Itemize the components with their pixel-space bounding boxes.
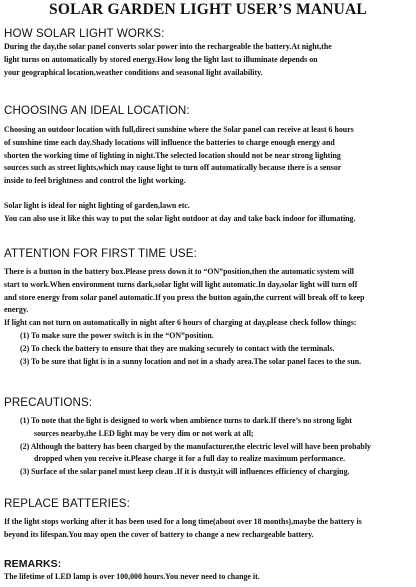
paragraph-line: start to work.When environment turns dark,solar light will light automatic.In day,solar light will turn off	[4, 279, 358, 289]
section-heading: HOW SOLAR LIGHT WORKS:	[4, 27, 165, 40]
precaution-item: (2) Although the battery has been charged by the manufacturer,the electric level will have been probably	[20, 441, 371, 451]
check-item: (2) To check the battery to ensure that they are making securely to contact with the terminals.	[20, 343, 335, 353]
precaution-item: (1) To note that the light is designed to work when ambience turns to dark.If there’s no strong light	[20, 416, 352, 425]
section-heading: CHOOSING AN IDEAL LOCATION:	[4, 104, 190, 117]
check-item: (1) To make sure the power switch is in the “ON”position.	[20, 330, 214, 340]
paragraph-line: You can also use it like this way to put the solar light outdoor at day and take back indoor for illumating.	[4, 213, 356, 223]
section-how-it-works	[4, 27, 412, 79]
section-first-use	[4, 247, 412, 368]
paragraph-line: your geographical location,weather conditions and seasonal light availability.	[4, 67, 263, 77]
precaution-item: (3) Surface of the solar panel must keep clean .If it is dusty,it will influences efficiency of charging.	[20, 467, 350, 477]
paragraph-line: beyond its lifespan.You may open the cover of battery to change a new rechargeable battery.	[4, 529, 314, 539]
paragraph-line: The lifetime of LED lamp is over 100,000 hours.You never need to change it.	[4, 572, 260, 581]
paragraph-line: and store energy from solar panel automatic.If you press the button again,the current will break off to keep	[4, 292, 365, 302]
section-replace-batteries	[4, 497, 412, 542]
paragraph-line: of sunshine time each day.Shady locations will influence the batteries to charge enough energy and	[4, 137, 335, 147]
paragraph-line: sources such as street lights,which may cause light to turn off automatically because there is a sensor	[4, 163, 342, 173]
paragraph-line: Choosing an outdoor location with full,direct sunshine where the Solar panel can receive at least 6 hours	[4, 125, 354, 134]
section-heading: REMARKS:	[4, 558, 62, 570]
precaution-item-cont: sources nearby,the LED light may be very dim or not work at all;	[34, 428, 254, 438]
paragraph-line: Solar light is ideal for night lighting of garden,lawn etc.	[4, 200, 190, 210]
paragraph-line: energy.	[4, 305, 29, 315]
paragraph-line: If the light stops working after it has been used for a long time(about over 18 months),maybe the battery is	[4, 517, 362, 526]
paragraph-line: If light can not turn on automatically in night after 6 hours of charging at day,please check follow things:	[4, 318, 357, 328]
section-heading: REPLACE BATTERIES:	[4, 497, 130, 510]
section-heading: PRECAUTIONS:	[4, 396, 93, 409]
paragraph-line: There is a button in the battery box.Please press down it to “ON”position,then the automatic system will	[4, 267, 354, 276]
section-location	[4, 104, 412, 226]
paragraph-line: shorten the working time of lighting in night.The selected location should not be near strong lighting	[4, 150, 341, 160]
manual-title: SOLAR GARDEN LIGHT USER’S MANUAL	[49, 1, 367, 18]
precaution-item-cont: dropped when you receive it.Please charge it for a full day to realize maximum performance.	[34, 454, 346, 464]
section-precautions	[4, 396, 412, 479]
paragraph-line: inside to feel brightness and control the light working.	[4, 176, 186, 186]
paragraph-line: During the day,the solar panel converts solar power into the rechargeable the battery.At night,the	[4, 42, 332, 51]
check-item: (3) To be sure that light is in a sunny location and not in a shady area.The solar panel faces to the sun.	[20, 356, 362, 366]
section-remarks	[4, 557, 412, 584]
paragraph-line: light turns on automatically by stored energy.How long the light last to illuminate depends on	[4, 54, 318, 64]
section-heading: ATTENTION FOR FIRST TIME USE:	[4, 247, 197, 260]
